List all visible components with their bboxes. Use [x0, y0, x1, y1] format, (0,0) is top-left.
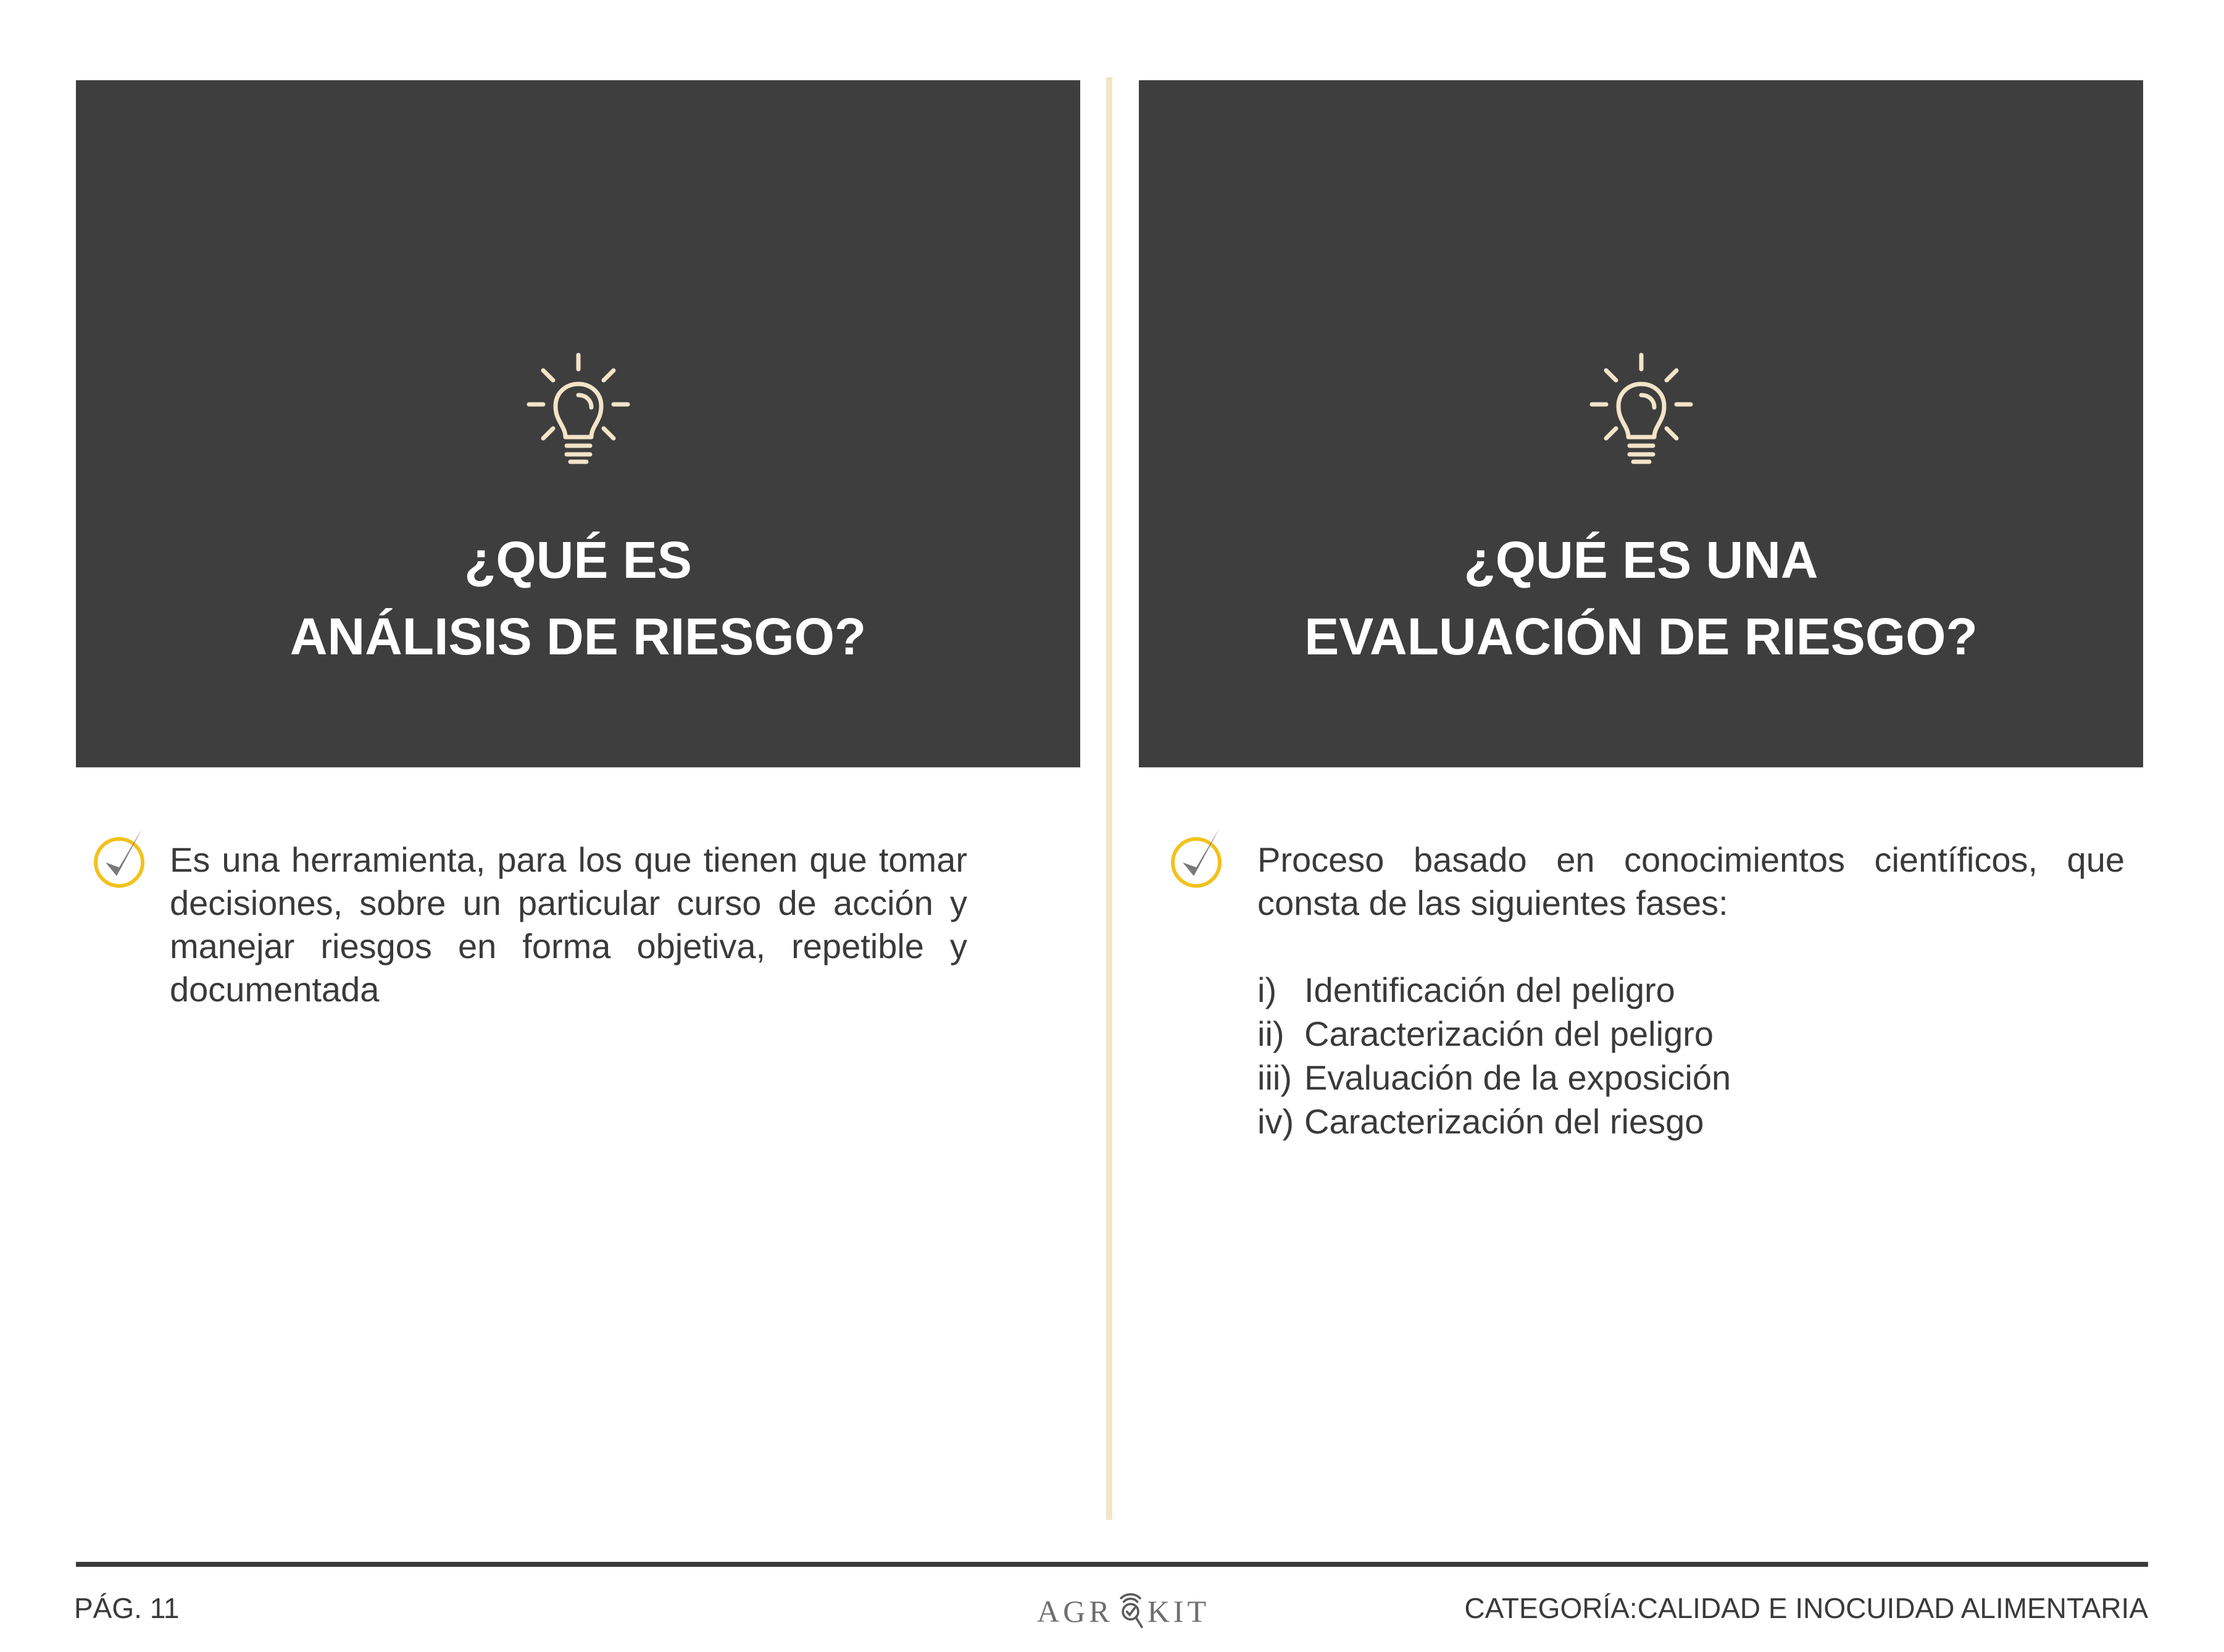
phase-list	[1257, 968, 1731, 1143]
phase-number: i)	[1257, 970, 1277, 1009]
phase-number: ii)	[1257, 1014, 1285, 1053]
footer-rule	[76, 1562, 2148, 1567]
analysis-card	[76, 80, 1080, 767]
phase-label: Caracterización del peligro	[1304, 1014, 1714, 1053]
category-label: CATEGORÍA:CALIDAD E INOCUIDAD ALIMENTARIA	[1464, 1592, 2148, 1624]
analysis-title	[76, 522, 1080, 675]
analysis-title-line1: ¿QUÉ ES	[464, 531, 692, 589]
agrokit-logo	[1037, 1577, 1210, 1645]
lightbulb-icon	[526, 352, 631, 469]
evaluation-title-line1: ¿QUÉ ES UNA	[1464, 531, 1818, 589]
column-divider	[1106, 77, 1112, 1520]
magnifier-check-icon	[1115, 1583, 1146, 1639]
analysis-title-line2: ANÁLISIS DE RIESGO?	[289, 607, 867, 665]
phase-number: iv)	[1257, 1102, 1294, 1141]
page-number: PÁG. 11	[74, 1592, 180, 1624]
phase-label: Identificación del peligro	[1304, 970, 1675, 1009]
phase-label: Evaluación de la exposición	[1304, 1058, 1731, 1097]
evaluation-title-line2: EVALUACIÓN DE RIESGO?	[1304, 607, 1978, 665]
evaluation-card	[1139, 80, 2143, 767]
logo-text-right: KIT	[1147, 1594, 1210, 1629]
checkmark-icon	[90, 824, 151, 892]
list-item	[1257, 1099, 1731, 1143]
phase-label: Caracterización del riesgo	[1304, 1102, 1704, 1141]
logo-text-left: AGR	[1037, 1594, 1114, 1629]
checkmark-icon	[1167, 824, 1228, 892]
list-item	[1257, 968, 1731, 1012]
list-item	[1257, 1056, 1731, 1099]
phase-number: iii)	[1257, 1058, 1292, 1097]
evaluation-description: Proceso basado en conocimientos científicos, que consta de las siguientes fases:	[1257, 840, 2125, 922]
lightbulb-icon	[1589, 352, 1694, 469]
list-item	[1257, 1012, 1731, 1056]
evaluation-title	[1139, 522, 2143, 675]
analysis-description: Es una herramienta, para los que tienen que tomar decisiones, sobre un particular curso de acción y manejar riesgos en forma objetiva, repetible y documentada	[170, 840, 967, 1009]
